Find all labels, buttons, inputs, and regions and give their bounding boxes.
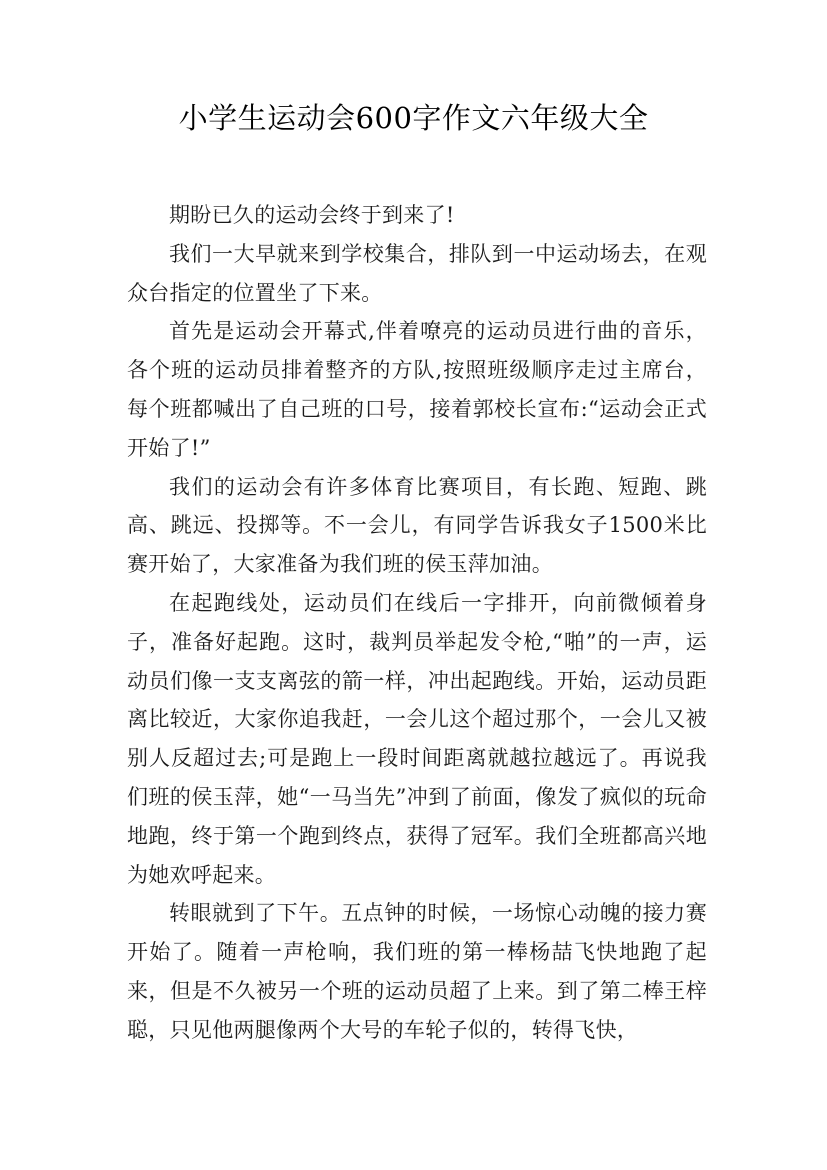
paragraph: 在起跑线处，运动员们在线后一字排开，向前微倾着身子，准备好起跑。这时，裁判员举起发令枪,“啪”的一声，运动员们像一支支离弦的箭一样，冲出起跑线。开始，运动员距离比较近，大家你追我赶，一会儿这个超过那个，一会儿又被别人反超过去;可是跑上一段时间距离就越拉越远了。再说我们班的侯玉萍，她“一马当先”冲到了前面，像发了疯似的玩命地跑，终于第一个跑到终点，获得了冠军。我们全班都高兴地为她欢呼起来。	[127, 590, 707, 887]
paragraph: 我们一大早就来到学校集合，排队到一中运动场去，在观众台指定的位置坐了下来。	[127, 241, 707, 305]
paragraph: 转眼就到了下午。五点钟的时候，一场惊心动魄的接力赛开始了。随着一声枪响，我们班的第一棒杨喆飞快地跑了起来，但是不久被另一个班的运动员超了上来。到了第二棒王梓聪，只见他两腿像两个大号的车轮子似的，转得飞快，	[127, 901, 707, 1042]
paragraph: 期盼已久的运动会终于到来了!	[169, 203, 455, 227]
document-title: 小学生运动会600字作文六年级大全	[178, 101, 649, 135]
paragraph: 我们的运动会有许多体育比赛项目，有长跑、短跑、跳高、跳远、投掷等。不一会儿，有同学告诉我女子1500米比赛开始了，大家准备为我们班的侯玉萍加油。	[127, 474, 707, 577]
paragraph: 首先是运动会开幕式,伴着嘹亮的运动员进行曲的音乐，各个班的运动员排着整齐的方队,按照班级顺序走过主席台，每个班都喊出了自己班的口号，接着郭校长宣布:“运动会正式开始了!”	[127, 319, 707, 460]
document-body	[127, 196, 707, 1050]
